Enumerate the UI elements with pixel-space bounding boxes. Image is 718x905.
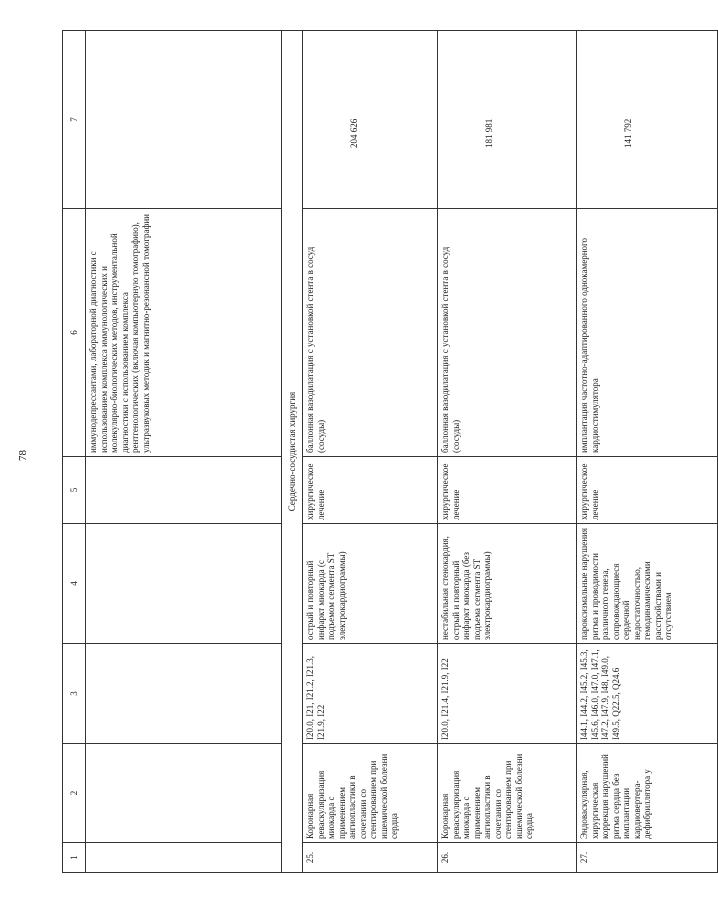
continuation-method-text: иммунодепрессантами, лабораторной диагностики с использованием комплекса иммунологических и молекулярно-биологических методов, инструментальной диагностики с использованием комплекса рентгенологических (включая компьютерную томографию), ультразвуковых методик и магнитно-резонансной томографии	[86, 209, 282, 457]
row-number: 27.	[577, 843, 718, 873]
patient-model: пароксизмальные нарушения ритма и проводимости различного генеза, сопровождающиеся сердечной недостаточностью, гемодинамическими расстройствами и отсутствием	[577, 524, 718, 644]
table-cell	[86, 744, 282, 843]
table-cell	[86, 31, 282, 209]
column-number-5: 5	[63, 457, 86, 524]
diagnosis-codes: I20.0, I21, I21.2, I21.3, I21.9, I22	[303, 644, 438, 744]
treatment-method: баллонная вазодилатация с установкой стента в сосуд (сосуды)	[303, 209, 438, 457]
cost-value: 141 792	[577, 31, 718, 209]
row-number: 25.	[303, 843, 438, 873]
column-number-6: 6	[63, 209, 86, 457]
treatment-type: хирургическое лечение	[577, 457, 718, 524]
column-number-4: 4	[63, 524, 86, 644]
table-cell	[86, 644, 282, 744]
column-number-7: 7	[63, 31, 86, 209]
cost-value: 181 981	[438, 31, 577, 209]
treatment-method: баллонная вазодилатация с установкой стента в сосуд (сосуды)	[438, 209, 577, 457]
treatment-method: имплантация частотно-адаптированного однокамерного кардиостимулятора	[577, 209, 718, 457]
patient-model: нестабильная стенокардия, острый и повторный инфаркт миокарда (без подъема сегмента ST электрокардиограммы)	[438, 524, 577, 644]
row-number: 26.	[438, 843, 577, 873]
table-row	[577, 31, 718, 873]
column-number-3: 3	[63, 644, 86, 744]
diagnosis-codes: I44.1, I44.2, I45.2, I45.3, I45.6, I46.0, I47.0, I47.1, I47.2, I47.9, I48, I49.0, I49.5, Q22.5, Q24.6	[577, 644, 718, 744]
table-row	[438, 31, 577, 873]
care-type-name: Эндоваскулярная, хирургическая коррекция нарушений ритма сердца без имплантации кардиовертера-дефибриллятора у	[577, 744, 718, 843]
treatment-type: хирургическое лечение	[438, 457, 577, 524]
cost-value: 204 626	[303, 31, 438, 209]
medical-care-table	[62, 30, 718, 873]
column-number-2: 2	[63, 744, 86, 843]
diagnosis-codes: I20.0, I21.4, I21.9, I22	[438, 644, 577, 744]
section-title: Сердечно-сосудистая хирургия	[282, 31, 303, 873]
patient-model: острый и повторный инфаркт миокарда (с подъемом сегмента ST электрокардиограммы)	[303, 524, 438, 644]
care-type-name: Коронарная реваскуляризация миокарда с применением ангиопластики в сочетании со стентированием при ишемической болезни сердца	[438, 744, 577, 843]
table-cell	[86, 843, 282, 873]
page-number: 78	[17, 450, 29, 461]
table-cell	[86, 524, 282, 644]
column-number-1: 1	[63, 843, 86, 873]
table-row	[303, 31, 438, 873]
column-header-row	[63, 31, 86, 873]
treatment-type: хирургическое лечение	[303, 457, 438, 524]
section-row	[282, 31, 303, 873]
care-type-name: Коронарная реваскуляризация миокарда с применением ангиопластики в сочетании со стентированием при ишемической болезни сердца	[303, 744, 438, 843]
continuation-row	[86, 31, 282, 873]
table-cell	[86, 457, 282, 524]
